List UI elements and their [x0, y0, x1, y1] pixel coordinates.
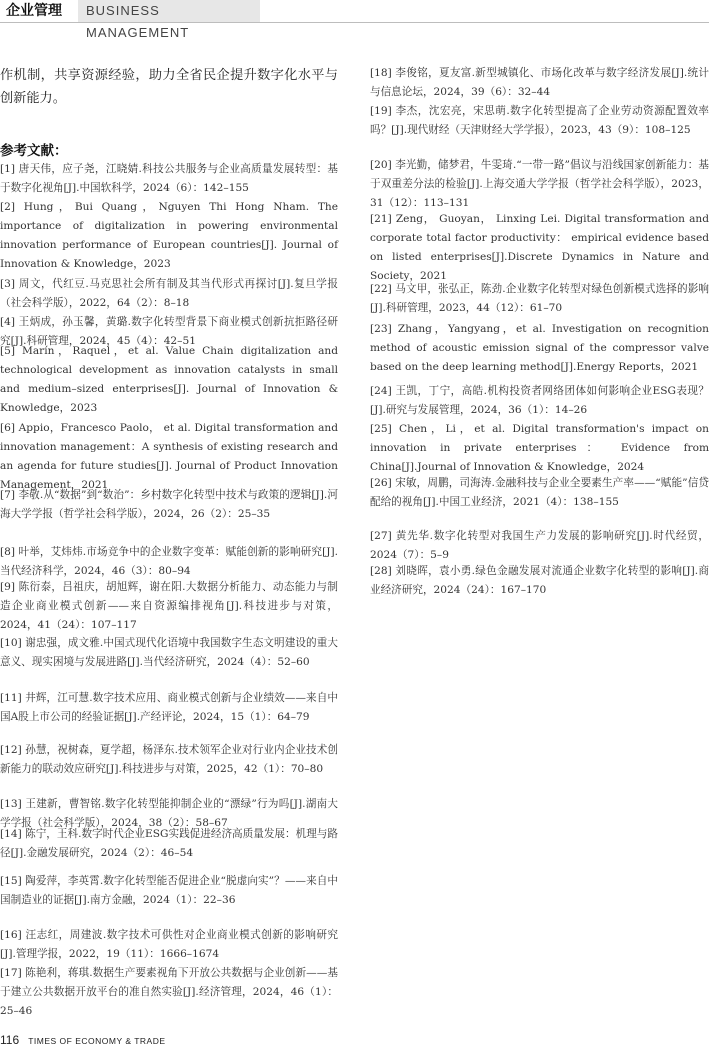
reference-item: [16] 汪志红，周建波.数字技术可供性对企业商业模式创新的影响研究[J].管理学报，2022，19（11）：1666–1674 — [0, 929, 338, 961]
reference-item: [8] 叶举，艾炜炜.市场竞争中的企业数字变革：赋能创新的影响研究[J].当代经济科学，2024，46（3）：80–94 — [0, 546, 338, 578]
page-footer — [0, 1033, 166, 1047]
reference-item: [20] 李光勤，储梦君，牛雯琦.“一带一路”倡议与沿线国家创新能力：基于双重差分法的检验[J].上海交通大学学报（哲学社会科学版），2023，31（12）：113–131 — [370, 159, 709, 210]
reference-item: [17] 陈艳利，蒋琪.数据生产要素视角下开放公共数据与企业创新——基于建立公共数据开放平台的准自然实验[J].经济管理，2024，46（1）：25–46 — [0, 967, 338, 1018]
reference-item: [5] Marín，Raquel，et al. Value Chain digitalization and technological development as innovation catalysts in small and medium–sized enterprises[J]. Journal of Innovation & Knowledge，2023 — [0, 345, 338, 415]
reference-item: [19] 李杰，沈宏亮，宋思萌.数字化转型提高了企业劳动资源配置效率吗？[J].现代财经（天津财经大学学报），2023，43（9）：108–125 — [370, 105, 709, 137]
reference-item: [6] Appio，Francesco Paolo， et al. Digital transformation and innovation management：A synthesis of existing research and an agenda for future studies[J]. Journal of Product Innovation Management，2021 — [0, 422, 338, 492]
references-heading: 参考文献： — [0, 143, 68, 159]
reference-item: [7] 李敬.从“数据”到“数治”：乡村数字化转型中技术与政策的逻辑[J].河海大学学报（哲学社会科学版），2024，26（2）：25–35 — [0, 489, 338, 521]
reference-item: [13] 王建新，曹智铭.数字化转型能抑制企业的“漂绿”行为吗[J].湖南大学学报（社会科学版），2024，38（2）：58–67 — [0, 798, 338, 830]
reference-item: [23] Zhang，Yangyang，et al. Investigation on recognition method of acoustic emission signal of the compressor valve based on the deep learning method[J].Energy Reports，2021 — [370, 323, 709, 374]
reference-item: [9] 陈衍泰，吕祖庆，胡旭辉，谢在阳.大数据分析能力、动态能力与制造企业商业模式创新——来自资源编排视角[J].科技进步与对策，2024，41（24）：107–117 — [0, 581, 338, 632]
page-number: 116 — [0, 1033, 20, 1047]
reference-item: [3] 周文，代红豆.马克思社会所有制及其当代形式再探讨[J].复旦学报（社会科学版），2022，64（2）：8–18 — [0, 278, 338, 310]
reference-item: [2] Hung，Bui Quang，Nguyen Thi Hong Nham. The importance of digitalization in powering environmental innovation performance of European countries[J]. Journal of Innovation & Knowledge，2023 — [0, 201, 338, 271]
reference-item: [12] 孙慧，祝树森，夏学超，杨泽东.技术领军企业对行业内企业技术创新能力的联动效应研究[J].科技进步与对策，2025，42（1）：70–80 — [0, 744, 338, 776]
reference-item: [10] 谢忠强，成文雅.中国式现代化语境中我国数字生态文明建设的重大意义、现实困境与发展进路[J].当代经济研究，2024（4）：52–60 — [0, 637, 338, 669]
reference-item: [15] 陶爱萍，李英霄.数字化转型能否促进企业“脱虚向实”？——来自中国制造业的证据[J].南方金融，2024（1）：22–36 — [0, 875, 338, 907]
journal-name: TIMES OF ECONOMY & TRADE — [28, 1036, 166, 1046]
reference-item: [28] 刘晓晖，袁小勇.绿色金融发展对流通企业数字化转型的影响[J].商业经济研究，2024（24）：167–170 — [370, 565, 709, 597]
reference-item: [25] Chen，Li，et al. Digital transformation's impact on innovation in private enterprises： Evidence from China[J].Journal of Innovation & Knowledge，2024 — [370, 423, 709, 474]
reference-item: [1] 唐天伟，应子尧，江晓婧.科技公共服务与企业高质量发展转型：基于数字化视角[J].中国软科学，2024（6）：142–155 — [0, 163, 338, 195]
reference-item: [14] 陈宁，王科.数字时代企业ESG实践促进经济高质量发展：机理与路径[J].金融发展研究，2024（2）：46–54 — [0, 828, 338, 860]
reference-item: [11] 井辉，江可慧.数字技术应用、商业模式创新与企业绩效——来自中国A股上市公司的经验证据[J].产经评论，2024，15（1）：64–79 — [0, 692, 338, 724]
reference-item: [18] 李俊铭，夏友富.新型城镇化、市场化改革与数字经济发展[J].统计与信息论坛，2024，39（6）：32–44 — [370, 67, 709, 99]
section-title: 企业管理 — [6, 3, 62, 19]
reference-item: [4] 王炳成，孙玉馨，黄璐.数字化转型背景下商业模式创新抗拒路径研究[J].科研管理，2024，45（4）：42–51 — [0, 316, 338, 348]
intro-paragraph: 作机制，共享资源经验，助力全省民企提升数字化水平与创新能力。 — [0, 68, 338, 106]
reference-item: [22] 马文甲，张弘正，陈劲.企业数字化转型对绿色创新模式选择的影响[J].科研管理，2023，44（12）：61–70 — [370, 283, 709, 315]
reference-item: [21] Zeng， Guoyan， Linxing Lei. Digital transformation and corporate total factor productivity： empirical evidence based on listed enterprises[J].Discrete Dynamics in Nature and Society，2021 — [370, 213, 709, 283]
reference-item: [27] 黄先华.数字化转型对我国生产力发展的影响研究[J].时代经贸，2024（7）：5–9 — [370, 530, 709, 562]
section-title-english: BUSINESS MANAGEMENT — [78, 0, 260, 22]
reference-item: [26] 宋敏，周鹏，司海涛.金融科技与企业全要素生产率——“赋能”信贷配给的视角[J].中国工业经济，2021（4）：138–155 — [370, 477, 709, 509]
header-divider — [0, 22, 709, 23]
page-header — [0, 0, 709, 40]
reference-item: [24] 王凯，丁宁，高皓.机构投资者网络团体如何影响企业ESG表现？[J].研究与发展管理，2024，36（1）：14–26 — [370, 385, 709, 417]
